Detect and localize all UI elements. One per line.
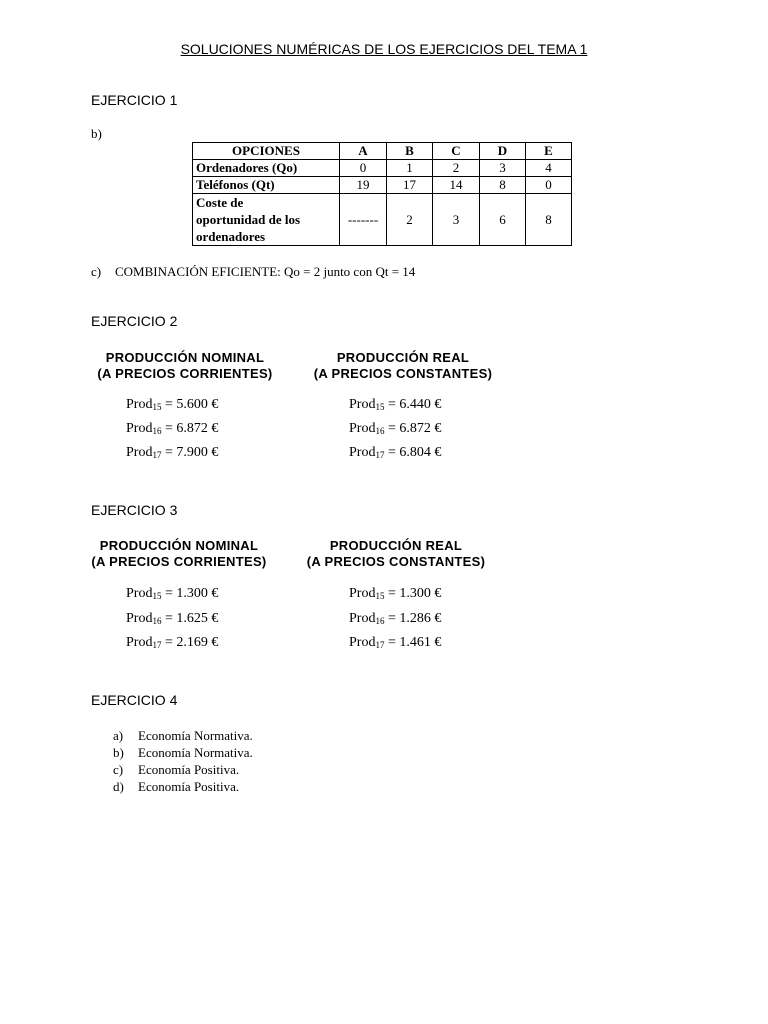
table-cell: 6	[480, 194, 526, 246]
table-cell: 8	[480, 177, 526, 194]
nominal-heading-line: (A PRECIOS CORRIENTES)	[91, 554, 267, 569]
header-cell: C	[433, 143, 480, 160]
table-row	[193, 177, 572, 194]
table-cell: 8	[526, 194, 572, 246]
list-marker: d)	[113, 779, 124, 794]
list-marker: b)	[113, 745, 124, 760]
real-heading-line: PRODUCCIÓN REAL	[329, 538, 463, 553]
prod-real-value: Prod$_{16}$ = 1.286 €	[349, 611, 442, 626]
row-label-line: ordenadores	[196, 229, 266, 244]
real-heading-line: PRODUCCIÓN REAL	[336, 350, 470, 365]
table-cell: 2	[387, 194, 433, 246]
ejercicio-1-b-label: b)	[91, 126, 102, 141]
table-cell: 3	[480, 160, 526, 177]
row-label-line: Coste de	[196, 195, 244, 210]
prod-nominal-value: Prod$_{16}$ = 6.872 €	[126, 421, 219, 436]
real-heading-line: (A PRECIOS CONSTANTES)	[313, 366, 493, 381]
row-label	[193, 194, 340, 246]
prod-real-value: Prod$_{17}$ = 1.461 €	[349, 635, 442, 650]
table-cell: 2	[433, 160, 480, 177]
prod-nominal-value: Prod$_{15}$ = 5.600 €	[126, 397, 219, 412]
table-cell: 4	[526, 160, 572, 177]
ejercicio-2-heading: EJERCICIO 2	[91, 313, 178, 329]
table-row	[193, 160, 572, 177]
row-label: Teléfonos (Qt)	[193, 177, 340, 194]
list-item-text: Economía Normativa.	[138, 745, 253, 760]
header-cell: B	[387, 143, 433, 160]
header-cell: A	[340, 143, 387, 160]
table-cell: 1	[387, 160, 433, 177]
nominal-column-heading	[80, 538, 278, 570]
prod-real-value: Prod$_{15}$ = 1.300 €	[349, 586, 442, 601]
header-cell: E	[526, 143, 572, 160]
real-column-heading	[296, 538, 496, 570]
table-cell: 14	[433, 177, 480, 194]
list-item-text: Economía Normativa.	[138, 728, 253, 743]
nominal-heading-line: PRODUCCIÓN NOMINAL	[99, 538, 259, 553]
prod-nominal-value: Prod$_{16}$ = 1.625 €	[126, 611, 219, 626]
table-cell: -------	[340, 194, 387, 246]
prod-nominal-value: Prod$_{17}$ = 2.169 €	[126, 635, 219, 650]
table-row	[193, 194, 572, 246]
header-cell: D	[480, 143, 526, 160]
table-cell: 17	[387, 177, 433, 194]
combinacion-eficiente-text: COMBINACIÓN EFICIENTE: Qo = 2 junto con Qt = 14	[115, 264, 416, 279]
list-item	[113, 744, 253, 761]
prod-real-value: Prod$_{17}$ = 6.804 €	[349, 445, 442, 460]
prod-real-value: Prod$_{16}$ = 6.872 €	[349, 421, 442, 436]
ejercicio-4-list	[113, 727, 253, 795]
table-cell: 0	[340, 160, 387, 177]
table-cell: 3	[433, 194, 480, 246]
prod-nominal-value: Prod$_{15}$ = 1.300 €	[126, 586, 219, 601]
page-title: SOLUCIONES NUMÉRICAS DE LOS EJERCICIOS DEL TEMA 1	[180, 41, 588, 57]
list-marker: c)	[113, 762, 124, 777]
list-marker: a)	[113, 728, 124, 743]
table-cell: 0	[526, 177, 572, 194]
list-item	[113, 778, 253, 795]
table-header-row	[193, 143, 572, 160]
nominal-heading-line: PRODUCCIÓN NOMINAL	[105, 350, 265, 365]
ejercicio-4-heading: EJERCICIO 4	[91, 692, 178, 708]
real-column-heading	[303, 350, 503, 382]
table-cell: 19	[340, 177, 387, 194]
ejercicio-1-heading: EJERCICIO 1	[91, 92, 178, 108]
row-label-line: oportunidad de los	[196, 212, 301, 227]
ejercicio-1-c-label: c)	[91, 264, 102, 279]
prod-nominal-value: Prod$_{17}$ = 7.900 €	[126, 445, 219, 460]
row-label: Ordenadores (Qo)	[193, 160, 340, 177]
prod-real-value: Prod$_{15}$ = 6.440 €	[349, 397, 442, 412]
list-item-text: Economía Positiva.	[138, 779, 240, 794]
nominal-column-heading	[86, 350, 284, 382]
real-heading-line: (A PRECIOS CONSTANTES)	[306, 554, 486, 569]
list-item-text: Economía Positiva.	[138, 762, 240, 777]
ejercicio-3-heading: EJERCICIO 3	[91, 502, 178, 518]
list-item	[113, 761, 253, 778]
list-item	[113, 727, 253, 744]
nominal-heading-line: (A PRECIOS CORRIENTES)	[97, 366, 273, 381]
opciones-table	[192, 142, 572, 246]
header-cell: OPCIONES	[193, 143, 340, 160]
